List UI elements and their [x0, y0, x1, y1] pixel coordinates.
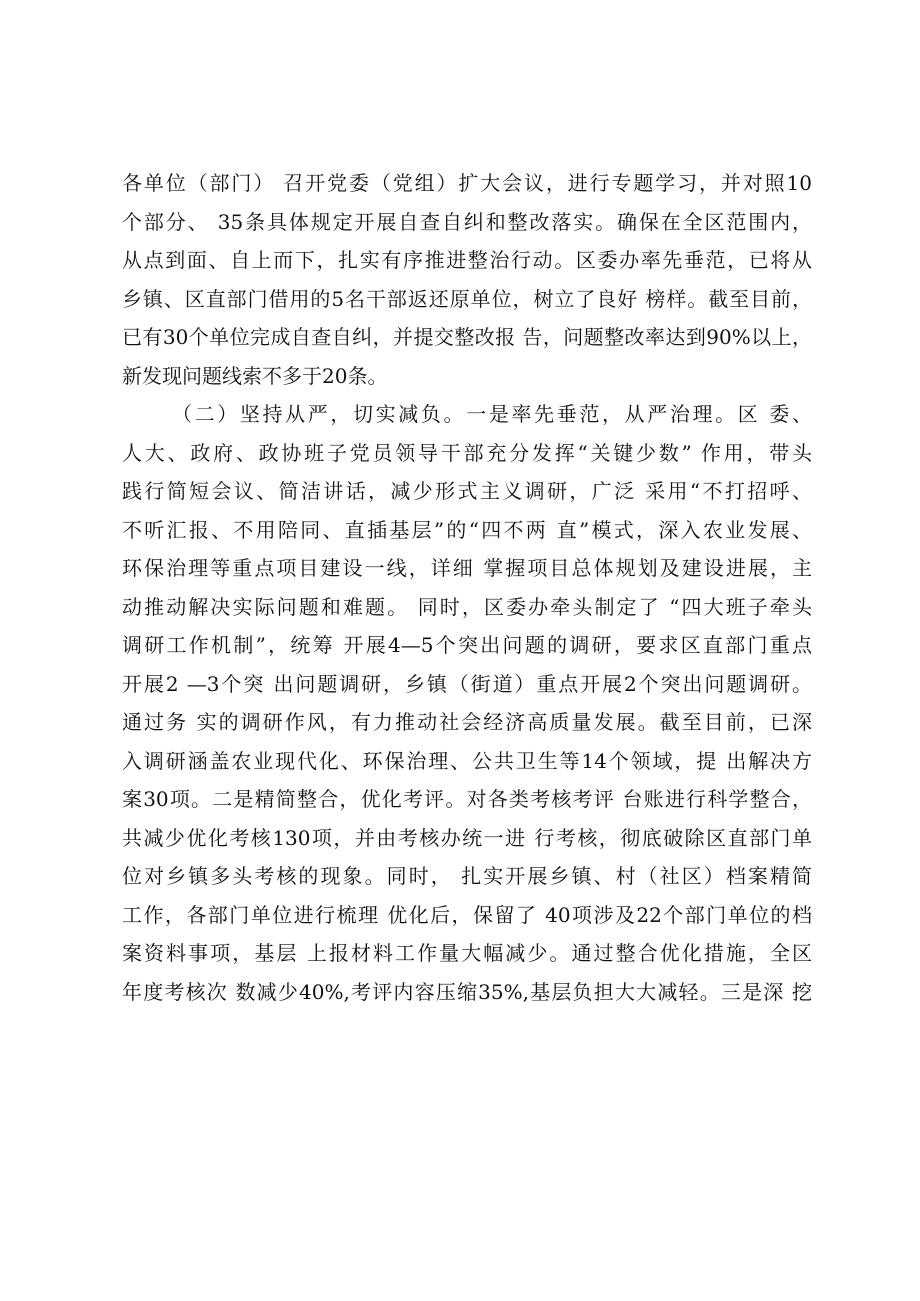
- text-line: 各单位（部门） 召开党委（党组）扩大会议，进行专题学习，并对照10: [122, 171, 812, 195]
- text-line: 已有30个单位完成自查自纠，并提交整改报 告，问题整改率达到90%以上，: [122, 325, 812, 349]
- text-line: 调研工作机制”，统筹 开展4—5个突出问题的调研，要求区直部门重点: [122, 633, 812, 657]
- text-line: 不听汇报、不用陪同、直插基层”的“四不两 直”模式，深入农业发展、: [122, 517, 812, 542]
- text-line: 践行简短会议、简洁讲话，减少形式主义调研，广泛 采用“不打招呼、: [122, 479, 812, 503]
- document-body: [122, 164, 812, 1011]
- text-line: 乡镇、区直部门借用的5名干部返还原单位，树立了良好 榜样。截至目前，: [122, 286, 812, 311]
- text-line: 从点到面、自上而下，扎实有序推进整治行动。区委办率先垂范，已将从: [122, 248, 812, 272]
- text-line: 工作，各部门单位进行梳理 优化后，保留了 40项涉及22个部门单位的档: [122, 902, 812, 927]
- text-line: 新发现问题线索不多于20条。: [122, 363, 388, 388]
- text-line: 个部分、 35条具体规定开展自查自纠和整改落实。确保在全区范围内，: [122, 209, 812, 234]
- text-line: （二）坚持从严，切实减负。一是率先垂范，从严治理。区 委、: [172, 402, 812, 426]
- text-line: 案资料事项，基层 上报材料工作量大幅减少。通过整合优化措施，全区: [122, 941, 812, 965]
- text-line: 共减少优化考核130项，并由考核办统一进 行考核，彻底破除区直部门单: [122, 825, 812, 850]
- text-line: 位对乡镇多头考核的现象。同时， 扎实开展乡镇、村（社区）档案精简: [122, 864, 812, 888]
- text-line: 人大、政府、政协班子党员领导干部充分发挥“关键少数” 作用，带头: [122, 440, 812, 465]
- text-line: 入调研涵盖农业现代化、环保治理、公共卫生等14个领域，提 出解决方: [122, 748, 812, 773]
- text-line: 环保治理等重点项目建设一线，详细 掌握项目总体规划及建设进展，主: [122, 556, 812, 580]
- text-line: 通过务 实的调研作风，有力推动社会经济高质量发展。截至目前，已深: [122, 710, 812, 734]
- text-line: 案30项。二是精简整合，优化考评。对各类考核考评 台账进行科学整合，: [122, 787, 812, 811]
- text-line: 年度考核次 数减少40%,考评内容压缩35%,基层负担大大减轻。三是深 挖: [122, 979, 812, 1004]
- text-line: 动推动解决实际问题和难题。 同时，区委办牵头制定了 “四大班子牵头: [122, 594, 812, 619]
- text-line: 开展2 —3个突 出问题调研，乡镇（街道）重点开展2个突出问题调研。: [122, 671, 812, 696]
